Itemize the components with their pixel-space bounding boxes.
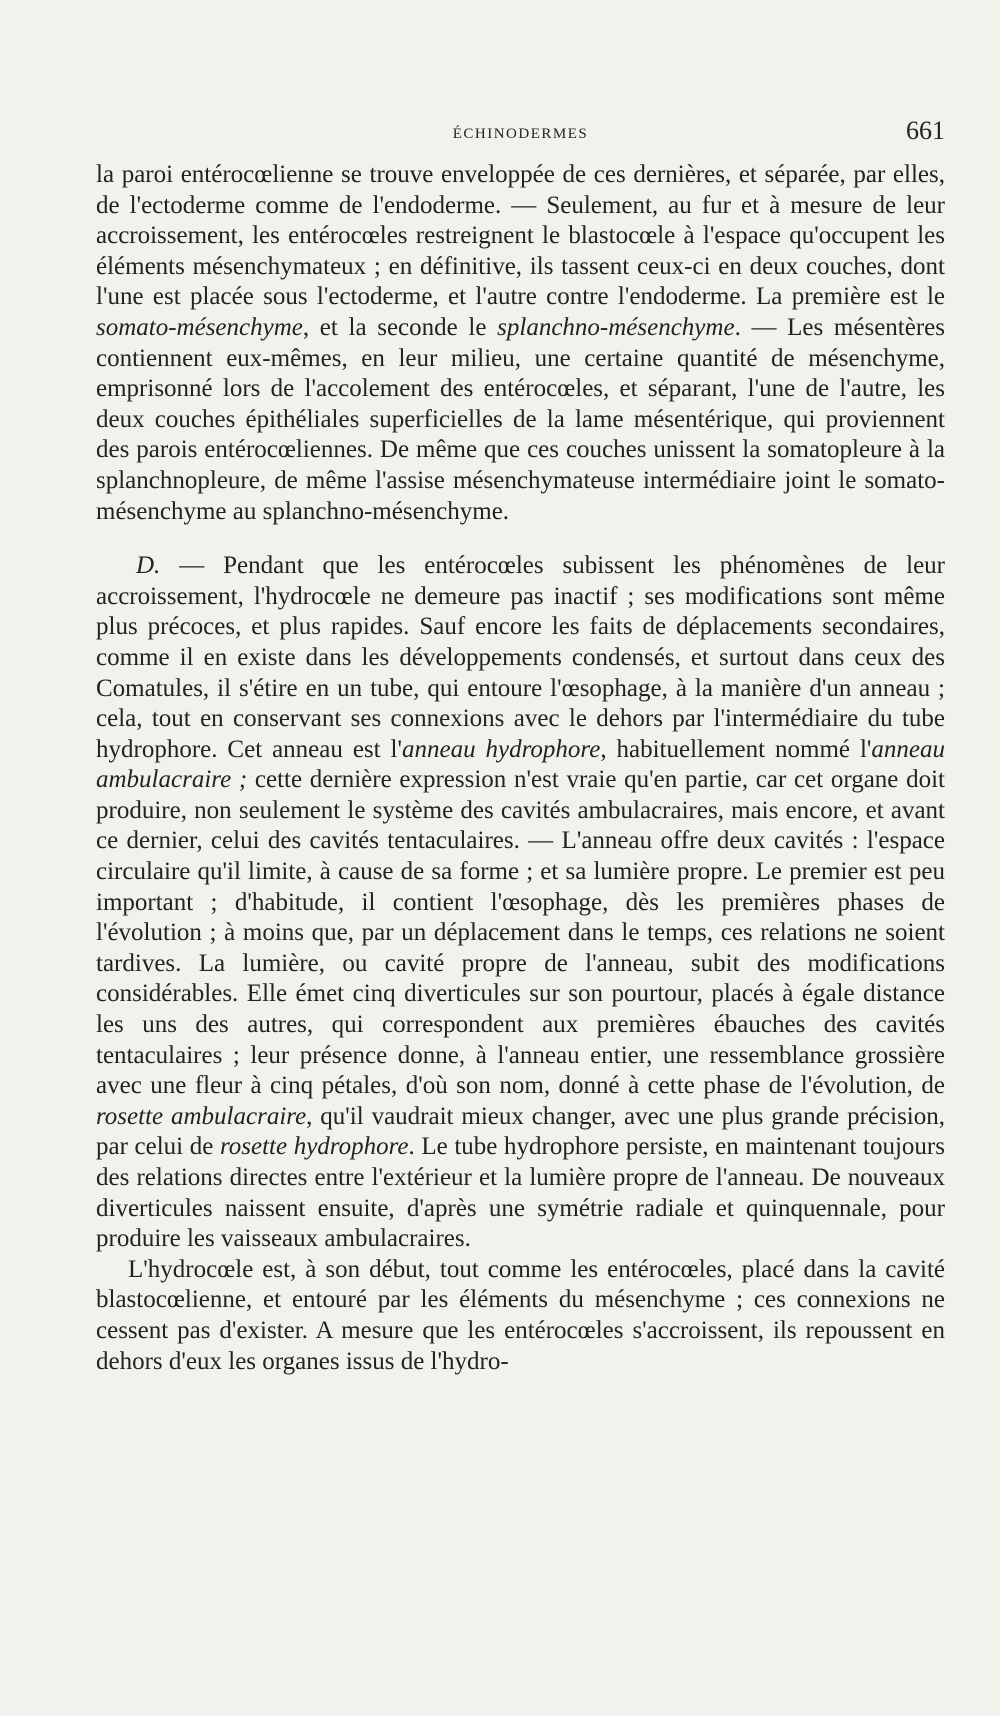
italic-term: somato-mésenchyme (96, 313, 303, 341)
section-letter: D. (136, 552, 161, 580)
text-run: la paroi entérocœlienne se trouve enveloppée de ces dernières, et séparée, par elles, de l'ectoderme comme de l'endoderme. — Seulement, au fur et à mesure de leur accroissement, les entérocœles restreignent le blastocœle à l'espace qu'occupent les éléments mésenchymateux ; en définitive, ils tassent ceux-ci en deux couches, dont l'une est placée sous l'ectoderme, et l'autre contre l'endoderme. La première est le (96, 161, 945, 311)
page-header (96, 112, 945, 152)
running-title: ÉCHINODERMES (452, 126, 589, 142)
text-run: , habituellement nommé l' (600, 735, 872, 763)
text-run: , qu'il vaudrait mieux changer, avec une plus grande précision, par celui de (96, 1102, 945, 1161)
paragraph-3 (96, 1255, 945, 1377)
italic-term: rosette ambulacraire (96, 1102, 307, 1130)
text-run: — Pendant que les entérocœles subissent les phénomènes de leur accroissement, l'hydrocœle ne demeure pas inactif ; ses modifications sont même plus précoces, et plus rapides. Sauf encore les faits de déplacements secondaires, comme il en existe dans les développements condensés, et surtout dans ceux des Comatules, il s'étire en un tube, qui entoure l'œsophage, à la manière d'un anneau ; cela, tout en conservant ses connexions avec le dehors par l'intermédiaire du tube hydrophore. Cet anneau est l' (96, 552, 945, 763)
text-run: , et la seconde le (302, 313, 498, 341)
text-run: L'hydrocœle est, à son début, tout comme les entérocœles, placé dans la cavité blastocœlienne, et entouré par les éléments du mésenchyme ; ces connexions ne cessent pas d'exister. A mesure que les entérocœles s'accroissent, ils repoussent en dehors d'eux les organes issus de l'hydro- (96, 1255, 945, 1375)
text-run: . Le tube hydrophore persiste, en maintenant toujours des relations directes entre l'extérieur et la lumière propre de l'anneau. De nouveaux diverticules naissent ensuite, d'après une symétrie radiale et quinquennale, pour produire les vaisseaux ambulacraires. (96, 1133, 945, 1253)
italic-term: anneau hydrophore (401, 735, 601, 763)
italic-term: rosette hydrophore (219, 1133, 409, 1161)
paragraph-1 (96, 160, 945, 527)
body-text (96, 160, 945, 1377)
paragraph-2 (96, 551, 945, 1255)
text-run: cette dernière expression n'est vraie qu'en partie, car cet organe doit produire, non seulement le système des cavités ambulacraires, mais encore, et avant ce dernier, celui des cavités tentaculaires. — L'anneau offre deux cavités : l'espace circulaire qu'il limite, à cause de sa forme ; et sa lumière propre. Le premier est peu important ; d'habitude, il contient l'œsophage, dès les premières phases de l'évolution ; à moins que, par un déplacement dans le temps, ces relations ne soient tardives. La lumière, ou cavité propre de l'anneau, subit des modifications considérables. Elle émet cinq diverticules sur son pourtour, placés à égale distance les uns des autres, qui correspondent aux premières ébauches des cavités tentaculaires ; leur présence donne, à l'anneau entier, une ressemblance grossière avec une fleur à cinq pétales, d'où son nom, donné à cette phase de l'évolution, de (96, 766, 945, 1100)
text-run: . — Les mésentères contiennent eux-mêmes, en leur milieu, une certaine quantité de mésenchyme, emprisonné lors de l'accolement des entérocœles, et séparant, l'une de l'autre, les deux couches épithéliales superficielles de la lame mésentérique, qui proviennent des parois entérocœliennes. De même que ces couches unissent la somatopleure à la splanchnopleure, de même l'assise mésenchymateuse intermédiaire joint le somato-mésenchyme au splanchno-mésenchyme. (96, 313, 945, 525)
page-number: 661 (906, 116, 945, 145)
italic-term: anneau ambulacraire ; (96, 735, 945, 794)
italic-term: splanchno-mésenchyme (497, 313, 735, 341)
